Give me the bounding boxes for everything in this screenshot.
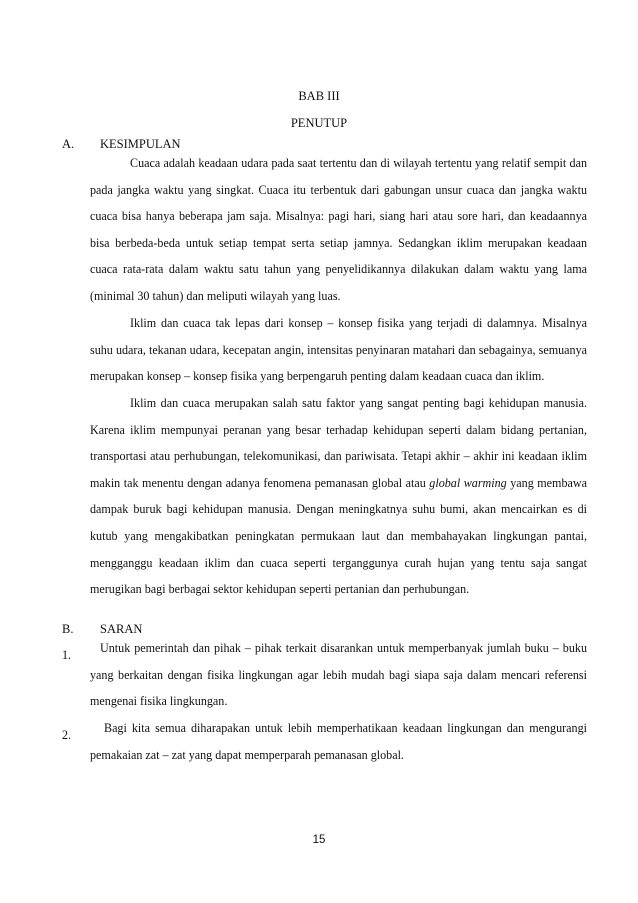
saran-item-2-text: Bagi kita semua diharapakan untuk lebih memperhatikaan keadaan lingkungan dan mengurangi pemakaian zat – zat yang dapat memperparah pemanasan global. [90, 721, 587, 762]
saran-item-1-number: 1. [62, 648, 72, 662]
section-a-number: A. [62, 137, 75, 151]
kesimpulan-paragraph-3 [90, 390, 587, 603]
kesimpulan-paragraph-2: Iklim dan cuaca tak lepas dari konsep – konsep fisika yang terjadi di dalamnya. Misalnya suhu udara, tekanan udara, kecepatan angin, intensitas penyinaran matahari dan sebagainya, semuanya merupakan konsep – konsep fisika yang berpengaruh penting dalam keadaan cuaca dan iklim. [90, 316, 587, 384]
section-b-number: B. [62, 622, 74, 636]
chapter-title: PENUTUP [290, 116, 348, 130]
page-number: 15 [312, 834, 326, 846]
global-warming-term: global warming [429, 475, 507, 490]
paragraph-3-text-after: yang membawa dampak buruk bagi kehidupan manusia. Dengan meningkatnya suhu bumi, akan mencairkan es di kutub yang mengakibatkan peningkatan permukaan laut dan membahayakan lingkungan pantai, mengganggu keadaan iklim dan cuaca seperti terganggunya curah hujan yang tentu saja sangat merugikan bagi berbagai sektor kehidupan seperti pertanian dan perhubungan. [90, 475, 587, 597]
saran-item-2-number: 2. [62, 728, 72, 742]
section-a-title: KESIMPULAN [100, 137, 181, 151]
saran-item-1-text: Untuk pemerintah dan pihak – pihak terkait disarankan untuk memperbanyak jumlah buku – buku yang berkaitan dengan fisika lingkungan agar lebih mudah bagi siapa saja dalam mencari referensi mengenai fisika lingkungan. [90, 641, 587, 709]
kesimpulan-paragraph-1: Cuaca adalah keadaan udara pada saat tertentu dan di wilayah tertentu yang relatif sempit dan pada jangka waktu yang singkat. Cuaca itu terbentuk dari gabungan unsur cuaca dan jangka waktu cuaca bisa hanya beberapa jam saja. Misalnya: pagi hari, siang hari atau sore hari, dan keadaannya bisa berbeda-beda untuk setiap tempat serta setiap jamnya. Sedangkan iklim merupakan keadaan cuaca rata-rata dalam waktu satu tahun yang penyelidikannya dilakukan dalam waktu yang lama (minimal 30 tahun) dan meliputi wilayah yang luas. [90, 156, 587, 303]
section-b-title: SARAN [100, 622, 143, 636]
paragraph-3-text-before: Iklim dan cuaca merupakan salah satu faktor yang sangat penting bagi kehidupan manusia. Karena iklim mempunyai peranan yang besar terhadap kehidupan seperti dalam bidang pertanian, transportasi atau perhubungan, telekomunikasi, dan pariwisata. Tetapi akhir – akhir ini keadaan iklim makin tak menentu dengan adanya fenomena pemanasan global atau [90, 396, 587, 490]
chapter-label: BAB III [298, 89, 340, 103]
